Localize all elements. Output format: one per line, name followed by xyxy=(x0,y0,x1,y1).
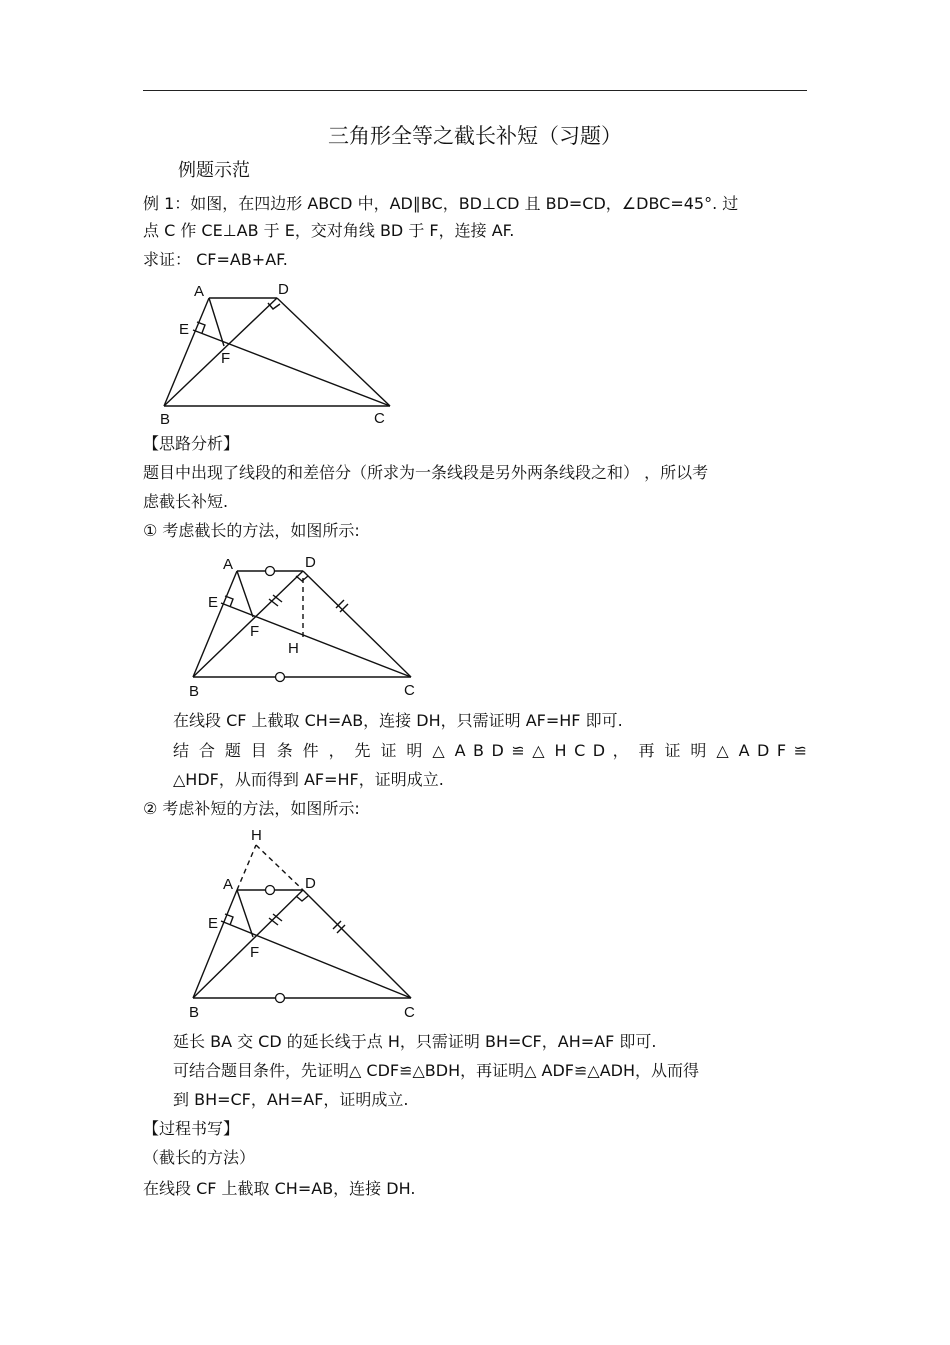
method-1-step-2b: △HDF，从而得到 AF=HF，证明成立. xyxy=(173,770,444,789)
process-heading: 【过程书写】 xyxy=(143,1119,240,1138)
process-line-1: 在线段 CF 上截取 CH=AB，连接 DH. xyxy=(143,1179,416,1198)
method-2-step-1: 延长 BA 交 CD 的延长线于点 H，只需证明 BH=CF，AH=AF 即可. xyxy=(173,1032,657,1051)
method-2-step-2b: 到 BH=CF，AH=AF，证明成立. xyxy=(173,1090,409,1109)
fig2-label-b: B xyxy=(189,683,200,700)
method-2-step-2a: 可结合题目条件，先证明△ CDF≌△BDH，再证明△ ADF≌△ADH，从而得 xyxy=(173,1061,699,1080)
figure-3-lines xyxy=(193,845,411,1003)
fig2-label-f: F xyxy=(250,623,260,640)
fig1-label-f: F xyxy=(221,350,231,367)
fig3-label-h: H xyxy=(251,827,262,844)
method-2-heading: ② 考虑补短的方法，如图所示: xyxy=(143,799,360,818)
fig1-label-d: D xyxy=(278,281,289,298)
analysis-line-2: 虑截长补短. xyxy=(143,492,229,511)
fig3-label-b: B xyxy=(189,1004,200,1021)
analysis-line-1: 题目中出现了线段的和差倍分（所求为一条线段是另外两条线段之和） ，所以考 xyxy=(143,463,709,482)
fig2-label-e: E xyxy=(208,594,219,611)
section-heading: 例题示范 xyxy=(178,160,250,181)
method-1-step-1: 在线段 CF 上截取 CH=AB，连接 DH，只需证明 AF=HF 即可. xyxy=(173,711,623,730)
fig2-label-h: H xyxy=(288,640,299,657)
method-1-step-2a: 结 合 题 目 条 件 ， 先 证 明 △ A B D ≌ △ H C D ， 再 证 明 △ A D F ≌ xyxy=(173,741,807,760)
fig3-label-f: F xyxy=(250,944,260,961)
fig3-label-a: A xyxy=(223,876,234,893)
analysis-heading: 【思路分析】 xyxy=(143,434,240,453)
fig1-label-e: E xyxy=(179,321,190,338)
fig1-label-a: A xyxy=(194,283,205,300)
example-line-1: 例 1：如图，在四边形 ABCD 中，AD∥BC，BD⊥CD 且 BD=CD，∠DBC=45°. 过 xyxy=(143,194,739,213)
fig2-label-a: A xyxy=(223,556,234,573)
fig3-label-d: D xyxy=(305,875,316,892)
method-1-heading: ① 考虑截长的方法，如图所示: xyxy=(143,521,360,540)
fig2-label-d: D xyxy=(305,554,316,571)
fig1-label-c: C xyxy=(374,410,385,427)
fig2-label-c: C xyxy=(404,682,415,699)
fig3-label-c: C xyxy=(404,1004,415,1021)
example-line-2: 点 C 作 CE⊥AB 于 E，交对角线 BD 于 F，连接 AF. xyxy=(143,221,515,240)
prove-statement: 求证： CF=AB+AF. xyxy=(143,250,288,269)
fig3-label-e: E xyxy=(208,915,219,932)
page-title: 三角形全等之截长补短（习题） xyxy=(328,124,622,148)
fig1-label-b: B xyxy=(160,411,171,428)
process-subheading: （截长的方法） xyxy=(143,1148,256,1167)
